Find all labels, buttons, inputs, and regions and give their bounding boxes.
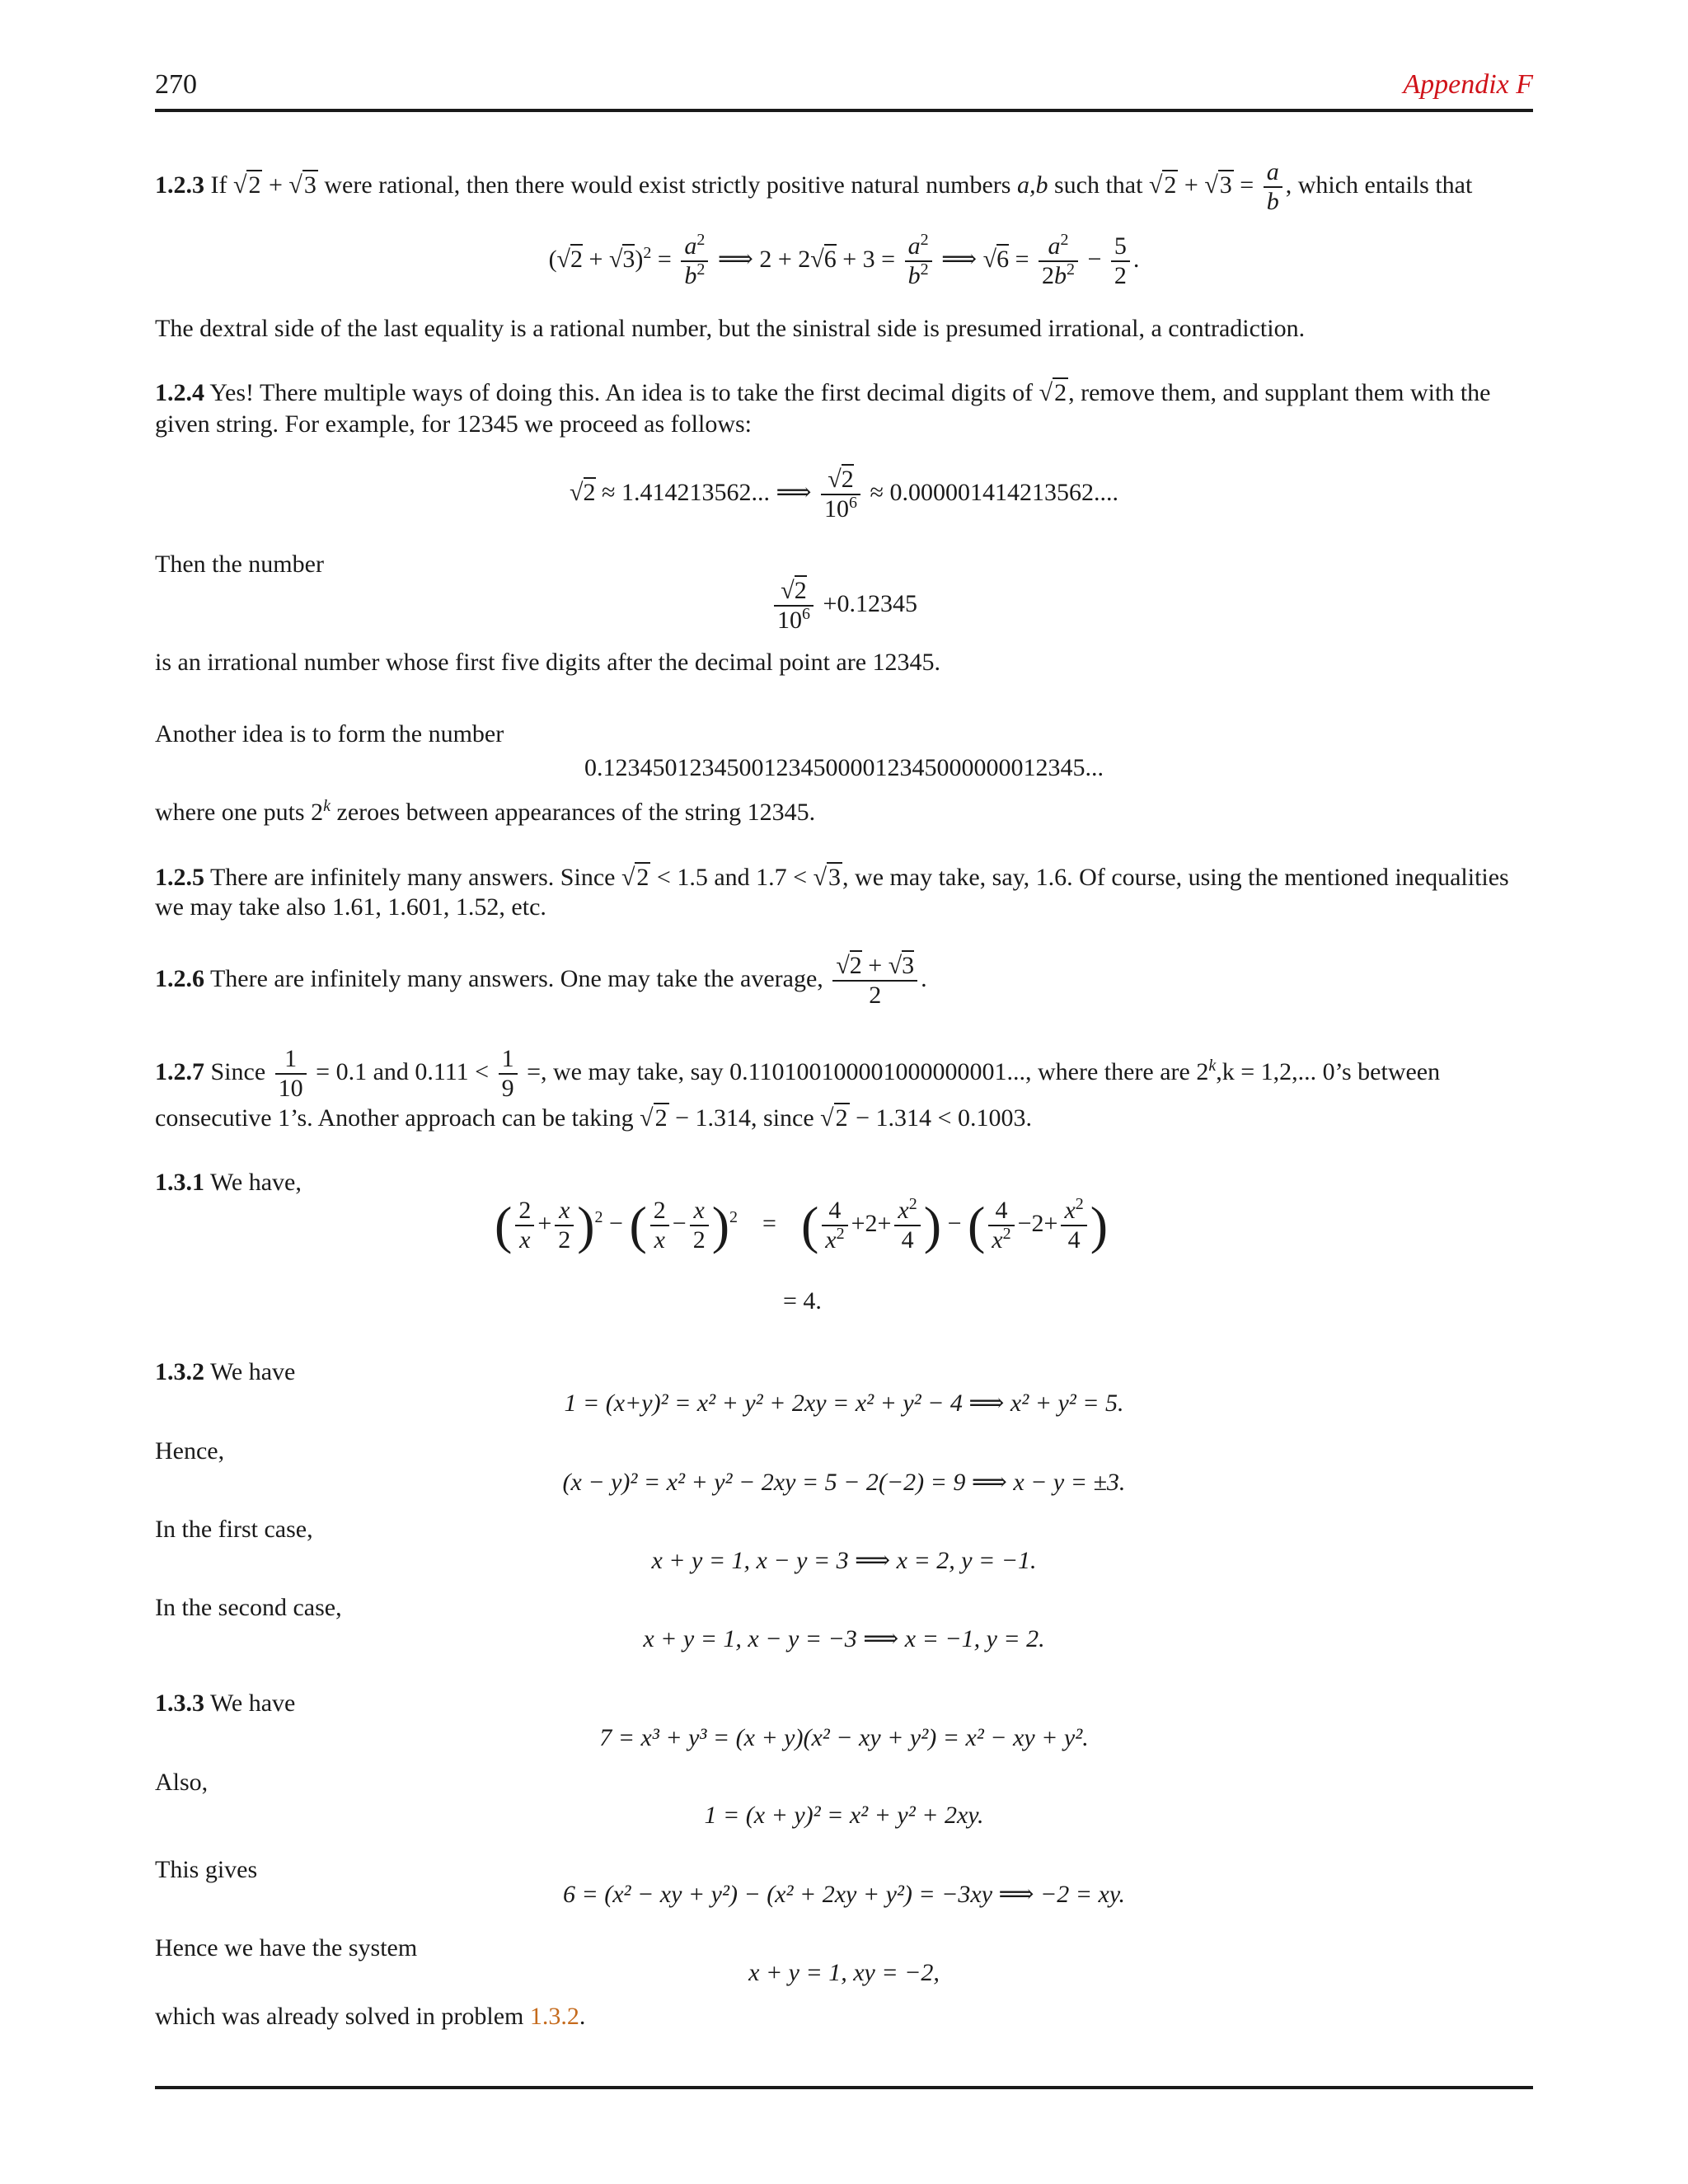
- paragraph: given string. For example, for 12345 we proceed as follows:: [155, 410, 752, 438]
- paragraph: where one puts 2$^k$ zeroes between appearances of the string 12345.: [155, 797, 816, 826]
- solution-1-2-6: 1.2.6 There are infinitely many answers. One may take the average, $\frac{√2 + √3}{2}$ .: [155, 952, 927, 1009]
- solution-1-2-5: 1.2.5 There are infinitely many answers. Since √2 < 1.5 and 1.7 < √3, we may take, say, 1.6. Of course, using the mentioned inequalities: [155, 864, 1509, 891]
- equation: 6 = (x² − xy + y²) − (x² + 2xy + y²) = −3xy ⟹ −2 = xy.: [562, 1881, 1126, 1908]
- paragraph: Also,: [155, 1769, 209, 1796]
- solution-1-3-1: 1.3.1 We have,: [155, 1169, 302, 1196]
- math-sqrt2-plus-sqrt3: √2 + √3: [232, 171, 316, 199]
- page-number: 270: [155, 69, 197, 100]
- paragraph: This gives: [155, 1856, 258, 1883]
- solution-1-3-3: 1.3.3 We have: [155, 1690, 296, 1717]
- equation: x + y = 1, xy = −2,: [748, 1959, 940, 1986]
- solution-1-2-7: 1.2.7 Since $\frac{1}{10}$ = 0.1 and 0.111 < $\frac{1}{9}$ =, we may take, say 0.110100100001000000001..., where there are $2^k,k = 1,2$,... 0’s between: [155, 1045, 1441, 1102]
- equation-1-3-1: ( $\frac{2}{x}$ + $\frac{x}{2}$ )$^2$ − ( $\frac{2}{x}$ − $\frac{x}{2}$ )$^2$ = ( $\frac{4}{x^2}$ +2+ $\frac{x^2}{4}$ ) − ( $\frac{4}{x^2}$ −2+ $\frac{x^2}{4}$ ): [495, 1195, 1109, 1254]
- equation-result: = 4.: [783, 1287, 822, 1315]
- equation: x + y = 1, x − y = −3 ⟹ x = −1, y = 2.: [643, 1625, 1045, 1652]
- problem-number: 1.2.7: [155, 1057, 204, 1085]
- paragraph: In the first case,: [155, 1516, 313, 1543]
- paragraph: we may take also 1.61, 1.601, 1.52, etc.: [155, 893, 546, 921]
- solution-1-2-3: 1.2.3 If √2 + √3 were rational, then there would exist strictly positive natural numbers a,b such that √2 + √3 = $\frac{a}{b}$ , which entails that: [155, 158, 1473, 215]
- problem-link[interactable]: 1.3.2: [529, 2003, 579, 2030]
- problem-number: 1.2.6: [155, 964, 204, 992]
- problem-number: 1.2.4: [155, 379, 204, 406]
- paragraph: Hence,: [155, 1437, 225, 1465]
- equation: 7 = x³ + y³ = (x + y)(x² − xy + y²) = x² − xy + y².: [599, 1724, 1089, 1751]
- problem-number: 1.2.5: [155, 864, 204, 891]
- equation-1-2-4-a: √2 ≈ 1.414213562... ⟹ $\frac{√2}{10^6}$ ≈ 0.000001414213562....: [570, 466, 1118, 523]
- equation-1-2-3: $(√2 + √3)^2$ = $\frac{a^2}{b^2}$ ⟹ 2 + 2√6 + 3 = $\frac{a^2}{b^2}$ ⟹ √6 = $\frac{a^2}{2b^2}$ − $\frac{5}{2}$ .: [548, 231, 1140, 289]
- problem-number: 1.2.3: [155, 171, 204, 199]
- paragraph: Hence we have the system: [155, 1934, 418, 1961]
- paragraph: In the second case,: [155, 1594, 342, 1621]
- equation-1-2-4-b: $\frac{√2}{10^6}$ +0.12345: [155, 577, 1533, 635]
- fraction-average: $\frac{√2 + √3}{2}$: [832, 952, 917, 1010]
- paragraph: The dextral side of the last equality is a rational number, but the sinistral side is presumed irrational, a contradiction.: [155, 315, 1306, 342]
- paragraph: Then the number: [155, 551, 324, 578]
- equation: 1 = (x+y)² = x² + y² + 2xy = x² + y² − 4 ⟹ x² + y² = 5.: [564, 1390, 1124, 1417]
- solution-1-2-4: 1.2.4 Yes! There multiple ways of doing this. An idea is to take the first decimal digits of √2, remove them, and supplant them with the: [155, 379, 1491, 406]
- solution-1-3-2: 1.3.2 We have: [155, 1358, 296, 1385]
- paragraph: consecutive 1’s. Another approach can be taking √2 − 1.314, since √2 − 1.314 < 0.1003.: [155, 1104, 1032, 1132]
- paragraph: is an irrational number whose first five digits after the decimal point are 12345.: [155, 649, 941, 676]
- long-number: 0.123450123450012345000012345000000012345...: [584, 754, 1104, 781]
- equation: 1 = (x + y)² = x² + y² + 2xy.: [704, 1802, 984, 1829]
- footer-rule: [155, 2086, 1533, 2089]
- running-header: [155, 68, 1533, 112]
- paragraph: Another idea is to form the number: [155, 720, 504, 748]
- equation: x + y = 1, x − y = 3 ⟹ x = 2, y = −1.: [651, 1547, 1037, 1574]
- problem-number: 1.3.1: [155, 1169, 204, 1196]
- paragraph: which was already solved in problem 1.3.2.: [155, 2003, 586, 2030]
- fraction-a-over-b: $\frac{a}{b}$: [1264, 158, 1282, 216]
- problem-number: 1.3.2: [155, 1358, 204, 1385]
- chapter-title: Appendix F: [1403, 69, 1533, 100]
- problem-number: 1.3.3: [155, 1690, 204, 1717]
- equation: (x − y)² = x² + y² − 2xy = 5 − 2(−2) = 9 ⟹ x − y = ±3.: [562, 1469, 1126, 1496]
